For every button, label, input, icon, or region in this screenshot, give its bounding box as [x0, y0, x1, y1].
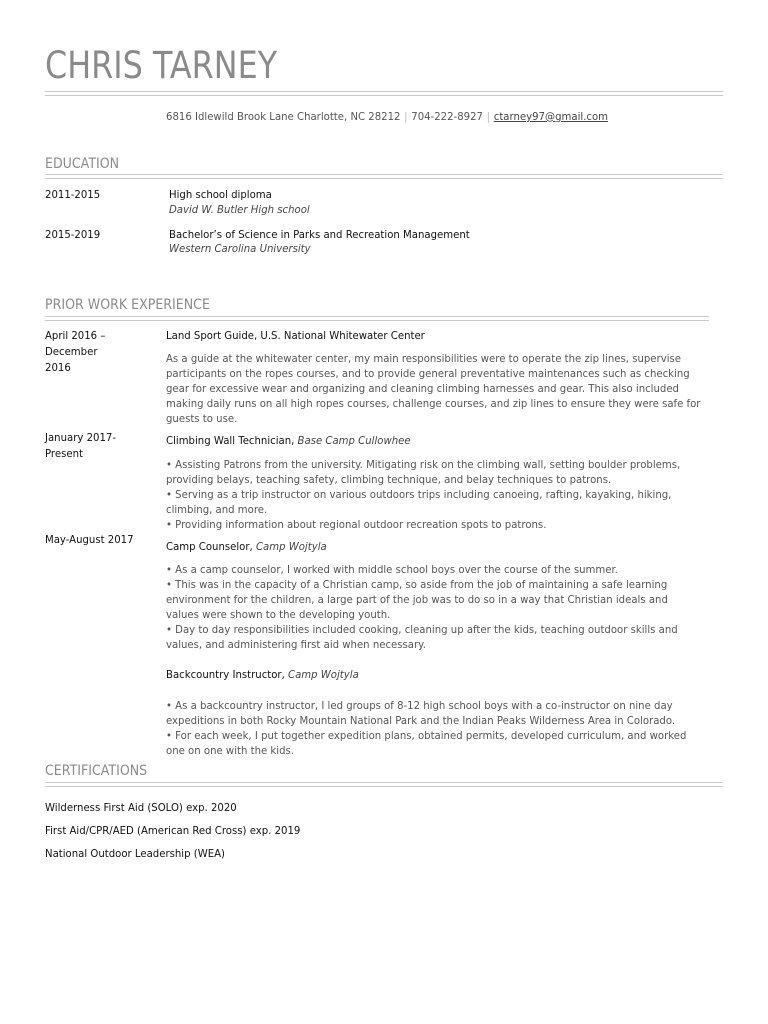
job-date-line: January 2017- [45, 431, 116, 444]
resume-name: CHRIS TARNEY [45, 44, 278, 87]
job-line: • For each week, I put together expedition plans, obtained permits, developed curriculum, and worked [166, 729, 687, 742]
job-date-line: 2016 [45, 361, 71, 374]
job-line: guests to use. [166, 412, 238, 425]
job-line: gear for excessive wear and organizing and cleaning climbing harnesses and gear. This also included [166, 382, 679, 395]
job-date [45, 430, 154, 462]
job-line: • This was in the capacity of a Christian camp, so aside from the job of maintaining a safe learning [166, 578, 668, 591]
contact-separator: | [486, 110, 491, 123]
job-role: Climbing Wall Technician, [166, 434, 295, 447]
education-date: 2011-2015 [45, 188, 101, 201]
job-line: expeditions in both Rocky Mountain National Park and the Indian Peaks Wilderness Area in Colorado. [166, 714, 676, 727]
job-line: values were shown to the developing youth. [166, 608, 391, 621]
education-school: Western Carolina University [169, 242, 311, 255]
contact-email-link[interactable]: ctarney97@gmail.com [493, 110, 609, 123]
education-heading: EDUCATION [45, 156, 120, 172]
education-divider [45, 174, 723, 179]
job-line: providing belays, teaching safety, climbing technique, and belay techniques to patrons. [166, 473, 612, 486]
job-description [166, 351, 701, 426]
job-line: participants on the ropes courses, and to provide general preventative maintenances such as checking [166, 367, 690, 380]
job-organization: Base Camp Cullowhee [297, 434, 411, 447]
job-organization: Camp Wojtyla [288, 668, 359, 681]
education-school: David W. Butler High school [169, 203, 310, 216]
certification-item: Wilderness First Aid (SOLO) exp. 2020 [45, 801, 237, 814]
job-date-line: April 2016 – December [45, 329, 106, 358]
header-divider [45, 91, 723, 96]
job-date-line: May-August 2017 [45, 533, 134, 546]
job-line: • Serving as a trip instructor on various outdoors trips including canoeing, rafting, kayaking, hiking, [166, 488, 672, 501]
job-title [166, 434, 411, 447]
job-line: one on one with the kids. [166, 744, 295, 757]
certifications-heading: CERTIFICATIONS [45, 763, 148, 779]
contact-line [166, 110, 608, 123]
job-line: • Assisting Patrons from the university. Mitigating risk on the climbing wall, setting boulder problems, [166, 458, 681, 471]
job-description [166, 562, 678, 652]
job-role: Camp Counselor, [166, 540, 253, 553]
job-title: Land Sport Guide, U.S. National Whitewater Center [166, 329, 425, 342]
contact-separator: | [404, 110, 408, 123]
education-date: 2015-2019 [45, 228, 101, 241]
job-date [45, 328, 154, 376]
job-date [45, 532, 154, 548]
job-line: climbing, and more. [166, 503, 268, 516]
job-description [166, 457, 681, 532]
certifications-divider [45, 782, 723, 787]
job-line: • As a camp counselor, I worked with middle school boys over the course of the summer. [166, 563, 618, 576]
job-role: Backcountry Instructor, [166, 668, 285, 681]
education-degree: High school diploma [169, 188, 272, 201]
job-title [166, 668, 359, 681]
job-description [166, 698, 687, 758]
job-line: • As a backcountry instructor, I led groups of 8-12 high school boys with a co-instructor on nine day [166, 699, 673, 712]
job-line: • Providing information about regional outdoor recreation spots to patrons. [166, 518, 547, 531]
education-degree: Bachelor’s of Science in Parks and Recreation Management [169, 228, 470, 241]
job-organization: Camp Wojtyla [255, 540, 327, 553]
job-line: values, and administering first aid when necessary. [166, 638, 426, 651]
job-date-line: Present [45, 447, 83, 460]
certification-item: National Outdoor Leadership (WEA) [45, 847, 225, 860]
job-line: environment for the children, a large part of the job was to do so in a way that Christian ideals and [166, 593, 668, 606]
job-title [166, 540, 327, 553]
experience-heading: PRIOR WORK EXPERIENCE [45, 297, 210, 313]
certification-item: First Aid/CPR/AED (American Red Cross) exp. 2019 [45, 824, 301, 837]
job-line: As a guide at the whitewater center, my main responsibilities were to operate the zip lines, supervise [166, 352, 681, 365]
contact-phone: 704-222-8927 [411, 110, 483, 123]
job-line: making daily runs on all high ropes courses, challenge courses, and zip lines to ensure they were safe for [166, 397, 701, 410]
contact-address: 6816 Idlewild Brook Lane Charlotte, NC 28212 [166, 110, 401, 123]
job-line: • Day to day responsibilities included cooking, cleaning up after the kids, teaching outdoor skills and [166, 623, 678, 636]
experience-divider [45, 316, 709, 321]
